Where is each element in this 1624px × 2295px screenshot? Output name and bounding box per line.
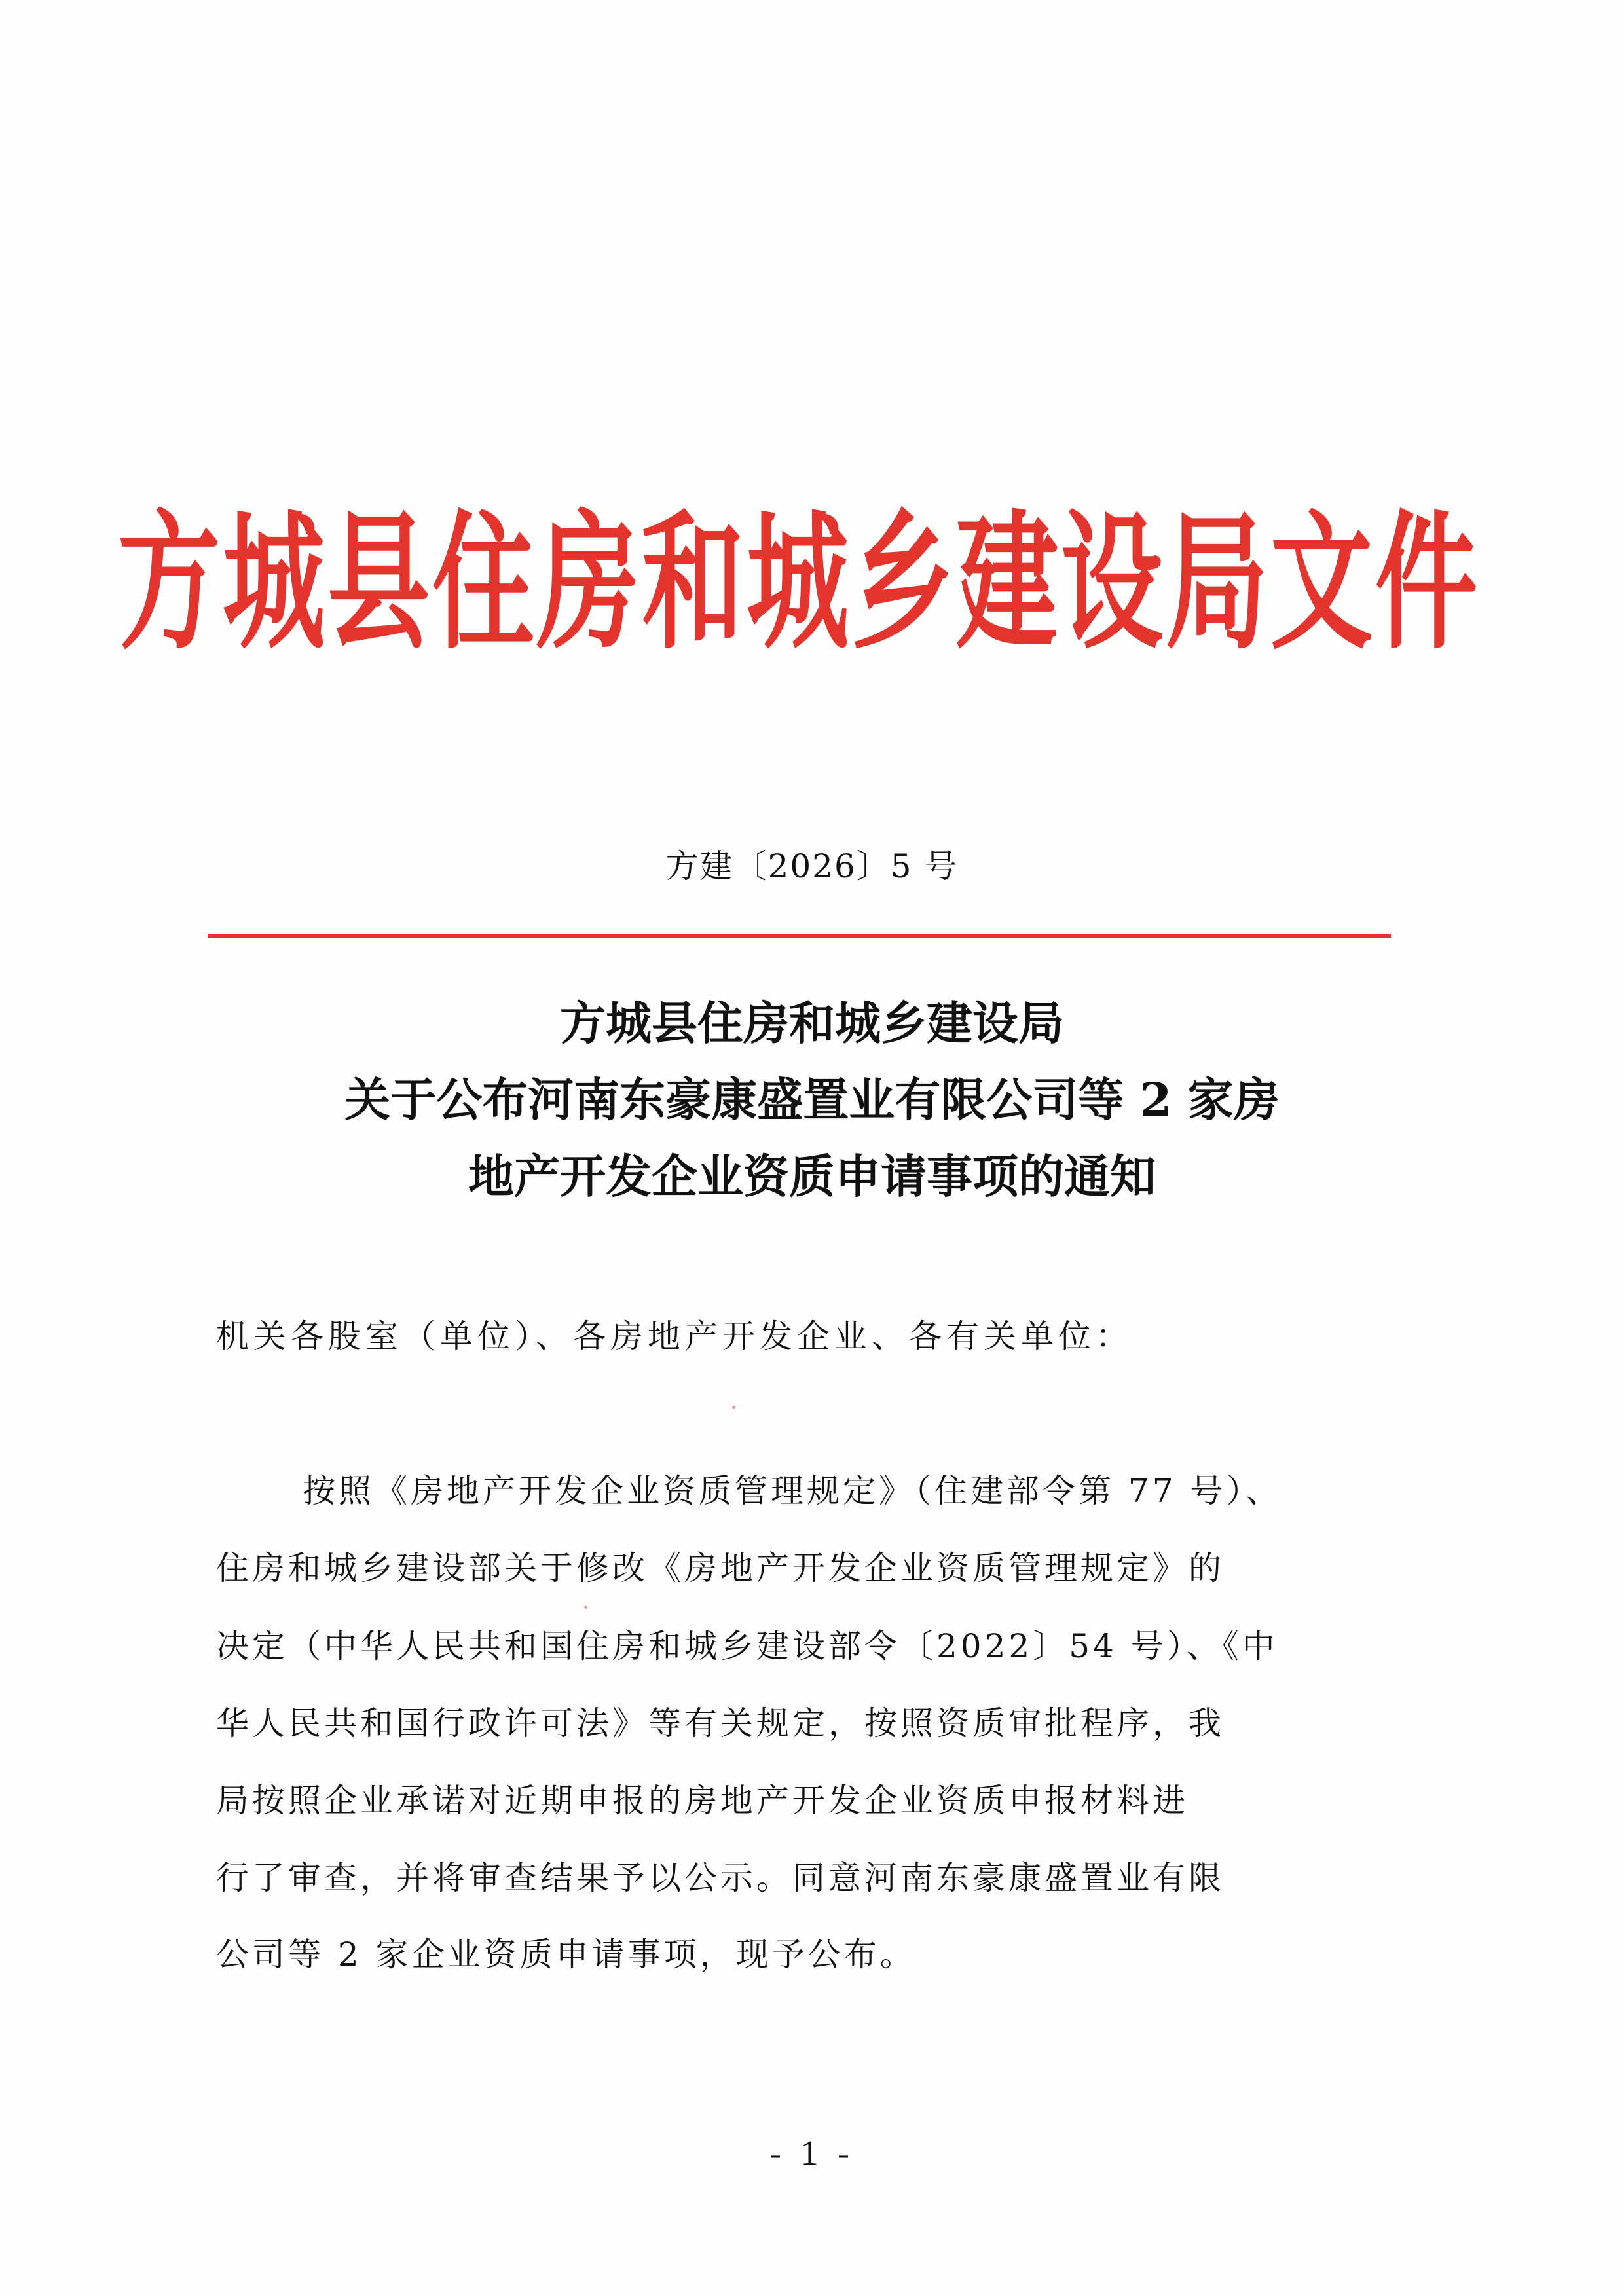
body-line-6: 行了审查，并将审查结果予以公示。同意河南东豪康盛置业有限 bbox=[216, 1859, 1225, 1897]
red-divider bbox=[208, 934, 1391, 938]
body-line-7: 公司等 2 家企业资质申请事项，现予公布。 bbox=[216, 1936, 916, 1974]
notice-title-line-3: 地产开发企业资质申请事项的通知 bbox=[468, 1149, 1156, 1203]
body-line-3: 决定（中华人民共和国住房和城乡建设部令〔2022〕54 号）、《中 bbox=[216, 1627, 1278, 1665]
page-number: - 1 - bbox=[769, 2133, 855, 2173]
body-line-5: 局按照企业承诺对近期申报的房地产开发企业资质申报材料进 bbox=[216, 1782, 1189, 1820]
document-number: 方建〔2026〕5 号 bbox=[665, 847, 959, 885]
notice-title-line-1: 方城县住房和城乡建设局 bbox=[560, 996, 1064, 1050]
body-line-1: 按照《房地产开发企业资质管理规定》（住建部令第 77 号）、 bbox=[303, 1472, 1282, 1510]
body-line-2: 住房和城乡建设部关于修改《房地产开发企业资质管理规定》的 bbox=[216, 1549, 1225, 1587]
scan-speck bbox=[584, 1606, 587, 1609]
masthead-title: 方城县住房和城乡建设局文件 bbox=[118, 495, 1480, 669]
scan-speck bbox=[732, 1406, 735, 1409]
salutation: 机关各股室（单位）、各房地产开发企业、各有关单位： bbox=[216, 1317, 1133, 1355]
notice-title-line-2: 关于公布河南东豪康盛置业有限公司等 2 家房 bbox=[344, 1073, 1280, 1127]
body-line-4: 华人民共和国行政许可法》等有关规定，按照资质审批程序，我 bbox=[216, 1704, 1225, 1742]
